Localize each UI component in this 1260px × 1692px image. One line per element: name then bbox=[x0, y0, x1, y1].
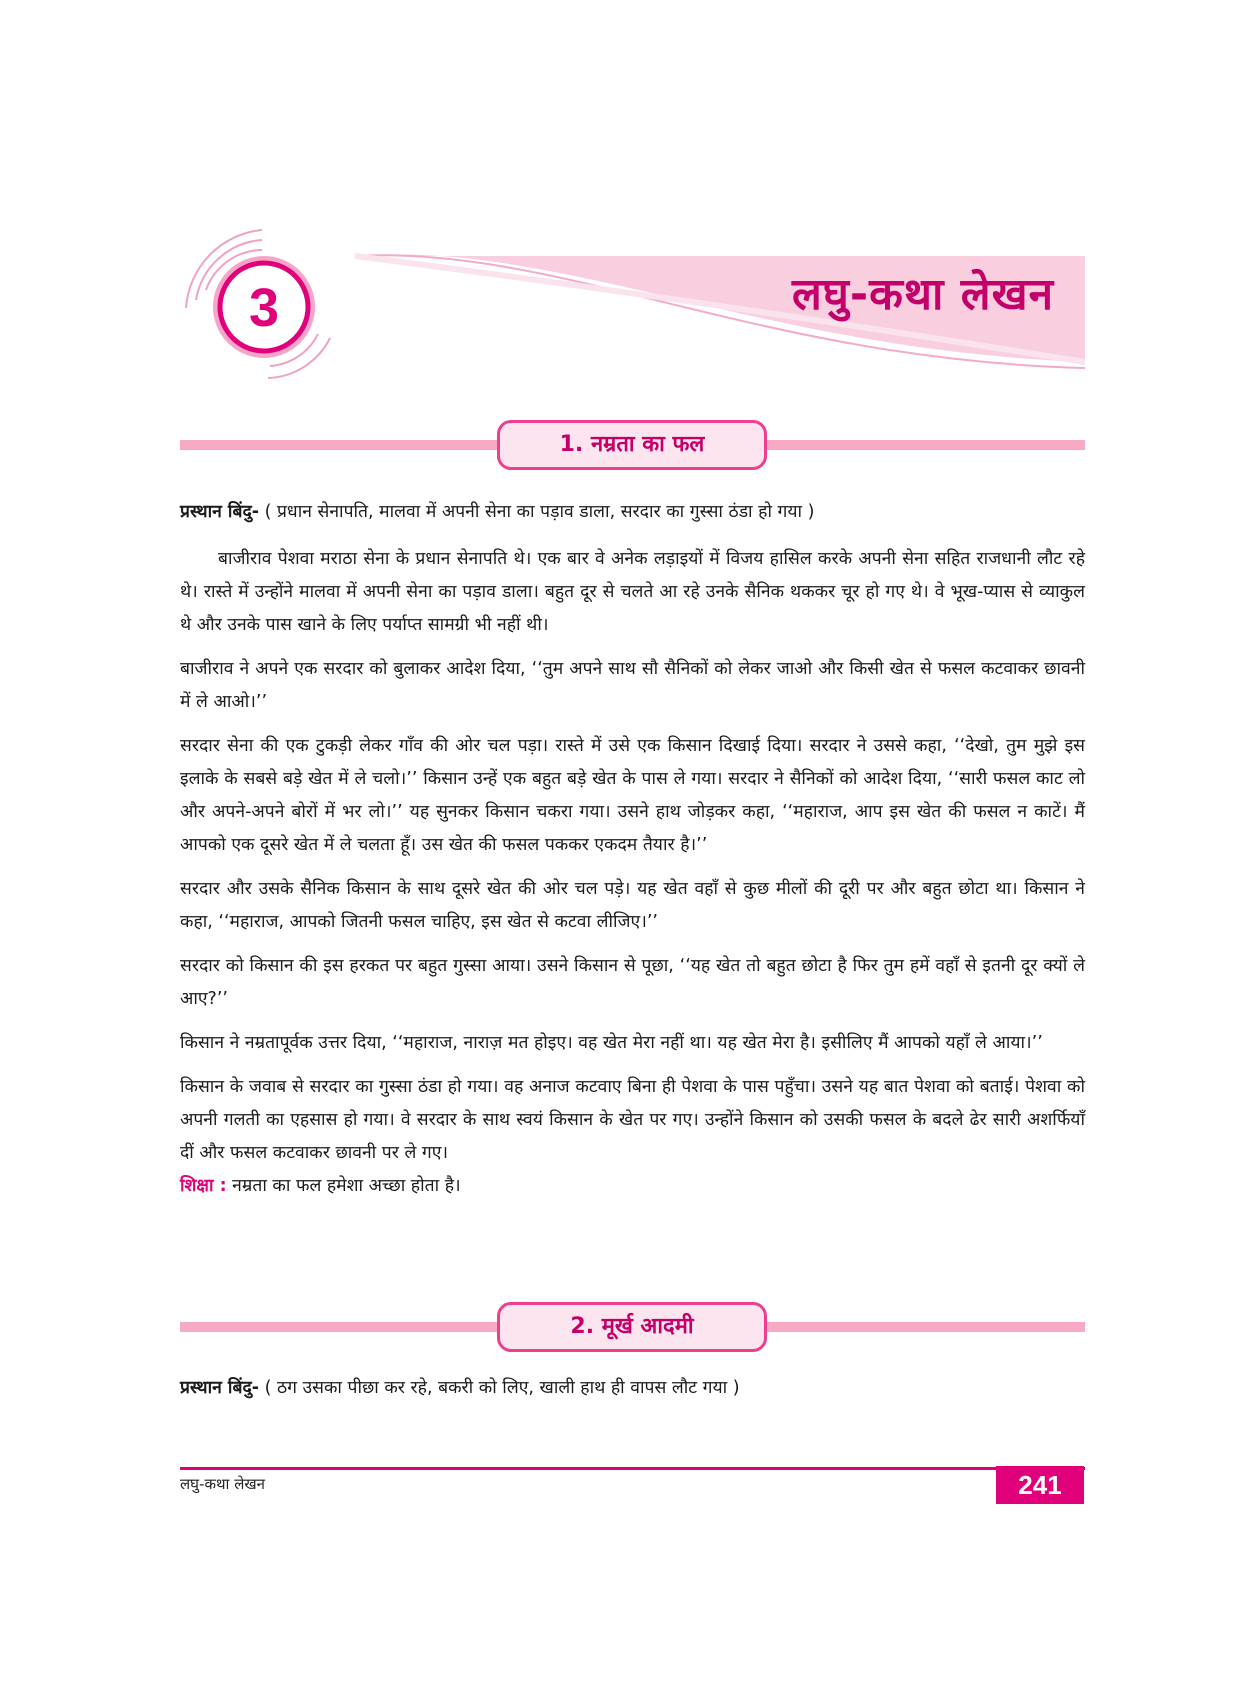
prasthan-bindu bbox=[180, 1372, 1085, 1405]
story-1-heading: 1. नम्रता का फल bbox=[497, 420, 767, 470]
prasthan-bindu-points: ( ठग उसका पीछा कर रहे, बकरी को लिए, खाली हाथ ही वापस लौट गया ) bbox=[259, 1378, 740, 1398]
story-1-body bbox=[180, 496, 1085, 1214]
story-2-heading-bar bbox=[180, 1300, 1085, 1360]
story-lesson bbox=[180, 1170, 1085, 1203]
chapter-banner bbox=[0, 0, 1260, 400]
footer-rule bbox=[180, 1467, 1085, 1470]
story-paragraph: बाजीराव ने अपने एक सरदार को बुलाकर आदेश दिया, ‘‘तुम अपने साथ सौ सैनिकों को लेकर जाओ और किसी खेत से फसल कटवाकर छावनी में ले आओ।’’ bbox=[180, 659, 1085, 712]
page-number: 241 bbox=[996, 1466, 1084, 1504]
prasthan-bindu bbox=[180, 496, 1085, 529]
story-paragraph: किसान के जवाब से सरदार का गुस्सा ठंडा हो गया। वह अनाज कटवाए बिना ही पेशवा के पास पहुँचा। उसने यह बात पेशवा को बताई। पेशवा को अपनी गलती का एहसास हो गया। वे सरदार के साथ स्वयं किसान के खेत पर गए। उन्होंने किसान को उसकी फसल के बदले ढेर सारी अशर्फियाँ दीं और फसल कटवाकर छावनी पर ले गए। bbox=[180, 1077, 1085, 1163]
story-paragraph: बाजीराव पेशवा मराठा सेना के प्रधान सेनापति थे। एक बार वे अनेक लड़ाइयों में विजय हासिल करके अपनी सेना सहित राजधानी लौट रहे थे। रास्ते में उन्होंने मालवा में अपनी सेना का पड़ाव डाला। बहुत दूर से चलते आ रहे उनके सैनिक थककर चूर हो गए थे। वे भूख-प्यास से व्याकुल थे और उनके पास खाने के लिए पर्याप्त सामग्री भी नहीं थी। bbox=[180, 549, 1085, 635]
story-2-body bbox=[180, 1372, 1085, 1416]
prasthan-bindu-points: ( प्रधान सेनापति, मालवा में अपनी सेना का पड़ाव डाला, सरदार का गुस्सा ठंडा हो गया ) bbox=[259, 502, 815, 522]
story-paragraph: किसान ने नम्रतापूर्वक उत्तर दिया, ‘‘महाराज, नाराज़ मत होइए। वह खेत मेरा नहीं था। यह खेत मेरा है। इसीलिए मैं आपको यहाँ ले आया।’’ bbox=[180, 1033, 1043, 1053]
lesson-text: नम्रता का फल हमेशा अच्छा होता है। bbox=[226, 1176, 461, 1196]
story-paragraph: सरदार को किसान की इस हरकत पर बहुत गुस्सा आया। उसने किसान से पूछा, ‘‘यह खेत तो बहुत छोटा है फिर तुम हमें वहाँ से इतनी दूर क्यों ले आए?’’ bbox=[180, 956, 1085, 1009]
story-paragraph: सरदार और उसके सैनिक किसान के साथ दूसरे खेत की ओर चल पड़े। यह खेत वहाँ से कुछ मीलों की दूरी पर और बहुत छोटा था। किसान ने कहा, ‘‘महाराज, आपको जितनी फसल चाहिए, इस खेत से कटवा लीजिए।’’ bbox=[180, 879, 1085, 932]
prasthan-bindu-label: प्रस्थान बिंदु- bbox=[180, 502, 260, 522]
story-2-heading: 2. मूर्ख आदमी bbox=[497, 1302, 767, 1352]
story-1-heading-bar bbox=[180, 418, 1085, 478]
footer-running-title: लघु-कथा लेखन bbox=[180, 1475, 265, 1493]
story-paragraph: सरदार सेना की एक टुकड़ी लेकर गाँव की ओर चल पड़ा। रास्ते में उसे एक किसान दिखाई दिया। सरदार ने उससे कहा, ‘‘देखो, तुम मुझे इस इलाके के सबसे बड़े खेत में ले चलो।’’ किसान उन्हें एक बहुत बड़े खेत के पास ले गया। सरदार ने सैनिकों को आदेश दिया, ‘‘सारी फसल काट लो और अपने-अपने बोरों में भर लो।’’ यह सुनकर किसान चकरा गया। उसने हाथ जोड़कर कहा, ‘‘महाराज, आप इस खेत की फसल न काटें। मैं आपको एक दूसरे खेत में ले चलता हूँ। उस खेत की फसल पककर एकदम तैयार है।’’ bbox=[180, 736, 1085, 855]
chapter-title: लघु-कथा लेखन bbox=[792, 269, 1054, 320]
lesson-label: शिक्षा : bbox=[180, 1176, 227, 1196]
prasthan-bindu-label: प्रस्थान बिंदु- bbox=[180, 1378, 260, 1398]
chapter-number: 3 bbox=[248, 278, 280, 338]
